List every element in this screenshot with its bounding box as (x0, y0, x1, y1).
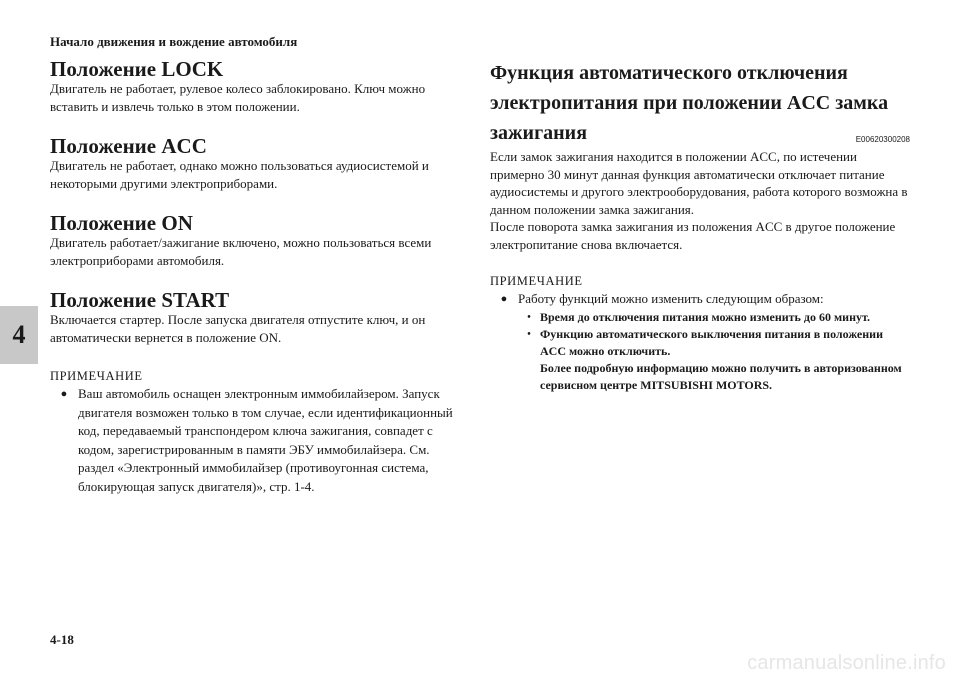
note-label: ПРИМЕЧАНИЕ (50, 369, 143, 383)
section-title-start: Положение START (50, 288, 230, 312)
section-title-line-1: Функция автоматического отключения (490, 62, 848, 84)
section-paragraph-2: После поворота замка зажигания из положения ACC в другое положение электропитание снова включается. (490, 219, 896, 252)
section-body-lock: Двигатель не работает, рулевое колесо заблокировано. Ключ можно вставить и извлечь только в этом положении. (50, 81, 426, 114)
note-text: Ваш автомобиль оснащен электронным иммобилайзером. Запуск двигателя возможен только в том случае, если идентификационный код, передаваемый транспондером ключа зажигания, совпадет с кодом, зарегистрированным в памяти ЭБУ иммобилайзера. См. раздел «Электронный иммобилайзер (противоугонная система, блокирующая запуск двигателя)», стр. 1-4. (78, 386, 453, 494)
section-body-acc: Двигатель не работает, однако можно пользоваться аудиосистемой и некоторыми другими электроприборами. (50, 158, 429, 191)
sub-item (518, 309, 910, 326)
sub-bullet-icon: • (527, 311, 531, 323)
section-body-on: Двигатель работает/зажигание включено, можно пользоваться всеми электроприборами автомобиля. (50, 235, 432, 268)
note-label: ПРИМЕЧАНИЕ (490, 274, 583, 288)
running-head: Начало движения и вождение автомобиля (50, 34, 298, 49)
watermark: carmanualsonline.info (747, 652, 946, 674)
section-title-line-2: электропитания при положении ACC замка (490, 92, 889, 114)
note-item (490, 290, 910, 309)
section-title-line-3: зажигания (490, 122, 588, 144)
chapter-tab (0, 306, 38, 364)
section-title-on: Положение ON (50, 211, 193, 235)
sub-item-text: Время до отключения питания можно изменить до 60 минут. (540, 309, 870, 324)
bullet-icon: ● (60, 388, 68, 400)
bullet-icon: ● (500, 293, 508, 305)
sub-item-text: Функцию автоматического выключения питания в положении ACC можно отключить. (540, 326, 883, 358)
note-text: Работу функций можно изменить следующим образом: (518, 291, 824, 306)
left-column (50, 58, 460, 496)
sub-item (518, 326, 910, 394)
note-item (50, 385, 460, 496)
section-body-start: Включается стартер. После запуска двигателя отпустите ключ, и он автоматически вернется в положение ON. (50, 312, 426, 345)
sub-bullet-icon: • (527, 328, 531, 340)
section-title-acc: Положение ACC (50, 134, 207, 158)
section-code: E00620300208 (855, 135, 910, 144)
section-title-lock: Положение LOCK (50, 57, 224, 81)
sub-item-extra: Более подробную информацию можно получить в авторизованном сервисном центре MITSUBISHI MOTORS. (540, 360, 902, 392)
right-column (490, 58, 910, 394)
chapter-number: 4 (12, 320, 26, 349)
section-paragraph-1: Если замок зажигания находится в положении ACC, по истечении примерно 30 минут данная функция автоматически отключает питание аудиосистемы и другого электрооборудования, работа которого возможна в данном положении замка зажигания. (490, 149, 908, 217)
page-number: 4-18 (50, 632, 74, 647)
